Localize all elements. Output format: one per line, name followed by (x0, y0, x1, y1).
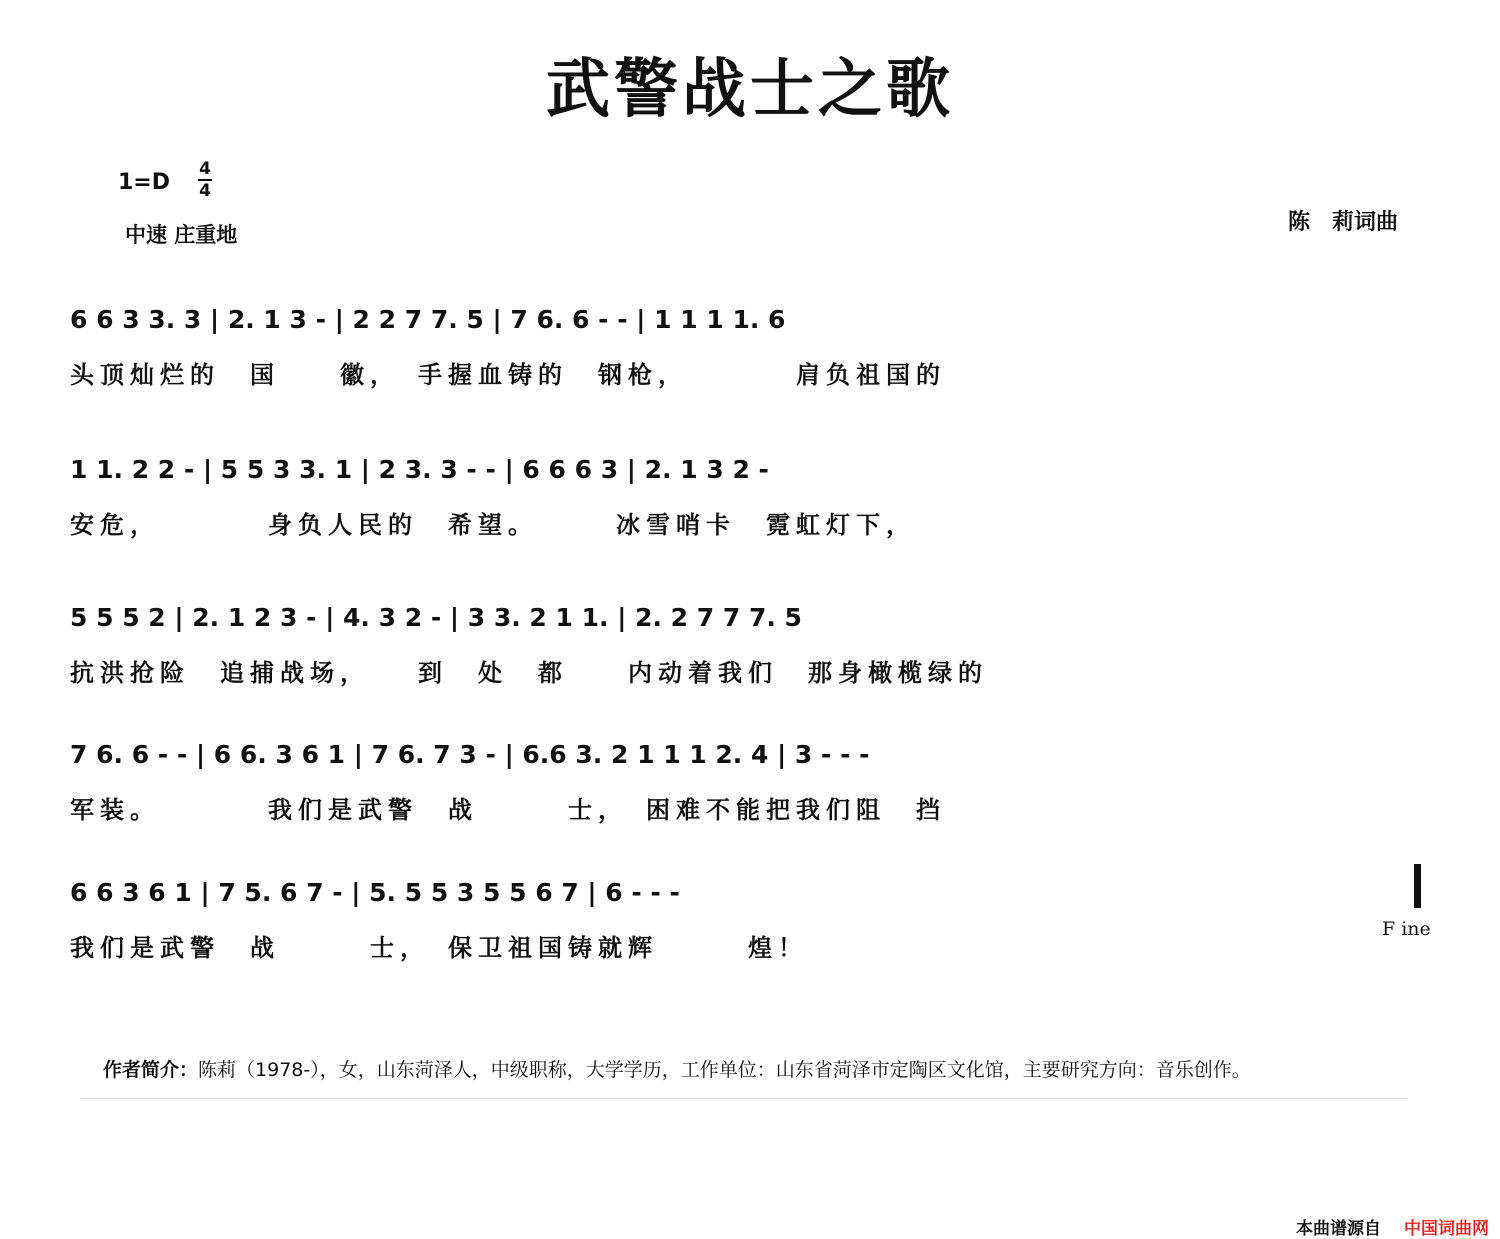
lyrics-line: 抗洪抢险 追捕战场， 到 处 都 内动着我们 那身橄榄绿的 (70, 659, 988, 687)
source-label: 本曲谱源自 (1296, 1219, 1381, 1239)
bio-text: 陈莉（1978-），女，山东菏泽人，中级职称，大学学历，工作单位：山东省菏泽市定陶区文化馆，主要研究方向：音乐创作。 (198, 1059, 1251, 1081)
score-system-2 (0, 455, 1500, 575)
bio-label: 作者简介： (103, 1059, 199, 1081)
song-title: 武警战士之歌 (546, 52, 954, 127)
lyrics-line: 头顶灿烂的 国 徽， 手握血铸的 钢枪， 肩负祖国的 (70, 361, 946, 389)
notation-line: 1 1. 2 2 - | 5 5 3 3. 1 | 2 3. 3 - - | 6 6 6 3 | 2. 1 3 2 - (70, 455, 769, 484)
notation-line: 5 5 5 2 | 2. 1 2 3 - | 4. 3 2 - | 3 3. 2 1 1. | 2. 2 7 7 7. 5 (70, 603, 802, 632)
composer-credit: 陈 莉词曲 (1288, 210, 1399, 235)
source-site-link[interactable]: 中国词曲网 (1404, 1219, 1489, 1239)
notation-line: 6 6 3 6 1 | 7 5. 6 7 - | 5. 5 5 3 5 5 6 7 | 6 - - - (70, 878, 680, 907)
final-barline (1414, 864, 1421, 908)
fine-marking: F ine (1382, 918, 1431, 940)
lyrics-line: 安危， 身负人民的 希望。 冰雪哨卡 霓虹灯下， (70, 511, 916, 539)
time-signature (198, 160, 212, 200)
lyrics-line: 军装。 我们是武警 战 士， 困难不能把我们阻 挡 (70, 796, 946, 824)
author-bio (103, 1055, 1251, 1082)
time-denominator: 4 (199, 181, 211, 201)
key-signature: 1=D (118, 170, 171, 195)
divider (80, 1098, 1408, 1099)
score-system-4 (0, 740, 1500, 860)
time-numerator: 4 (199, 159, 211, 179)
score-system-5 (0, 878, 1500, 998)
score-system-3 (0, 603, 1500, 723)
notation-line: 7 6. 6 - - | 6 6. 3 6 1 | 7 6. 7 3 - | 6.6 3. 2 1 1 1 2. 4 | 3 - - - (70, 740, 870, 769)
lyrics-line: 我们是武警 战 士， 保卫祖国铸就辉 煌！ (70, 934, 808, 962)
tempo-marking: 中速 庄重地 (125, 223, 238, 247)
score-system-1 (0, 305, 1500, 425)
notation-line: 6 6 3 3. 3 | 2. 1 3 - | 2 2 7 7. 5 | 7 6. 6 - - | 1 1 1 1. 6 (70, 305, 786, 334)
